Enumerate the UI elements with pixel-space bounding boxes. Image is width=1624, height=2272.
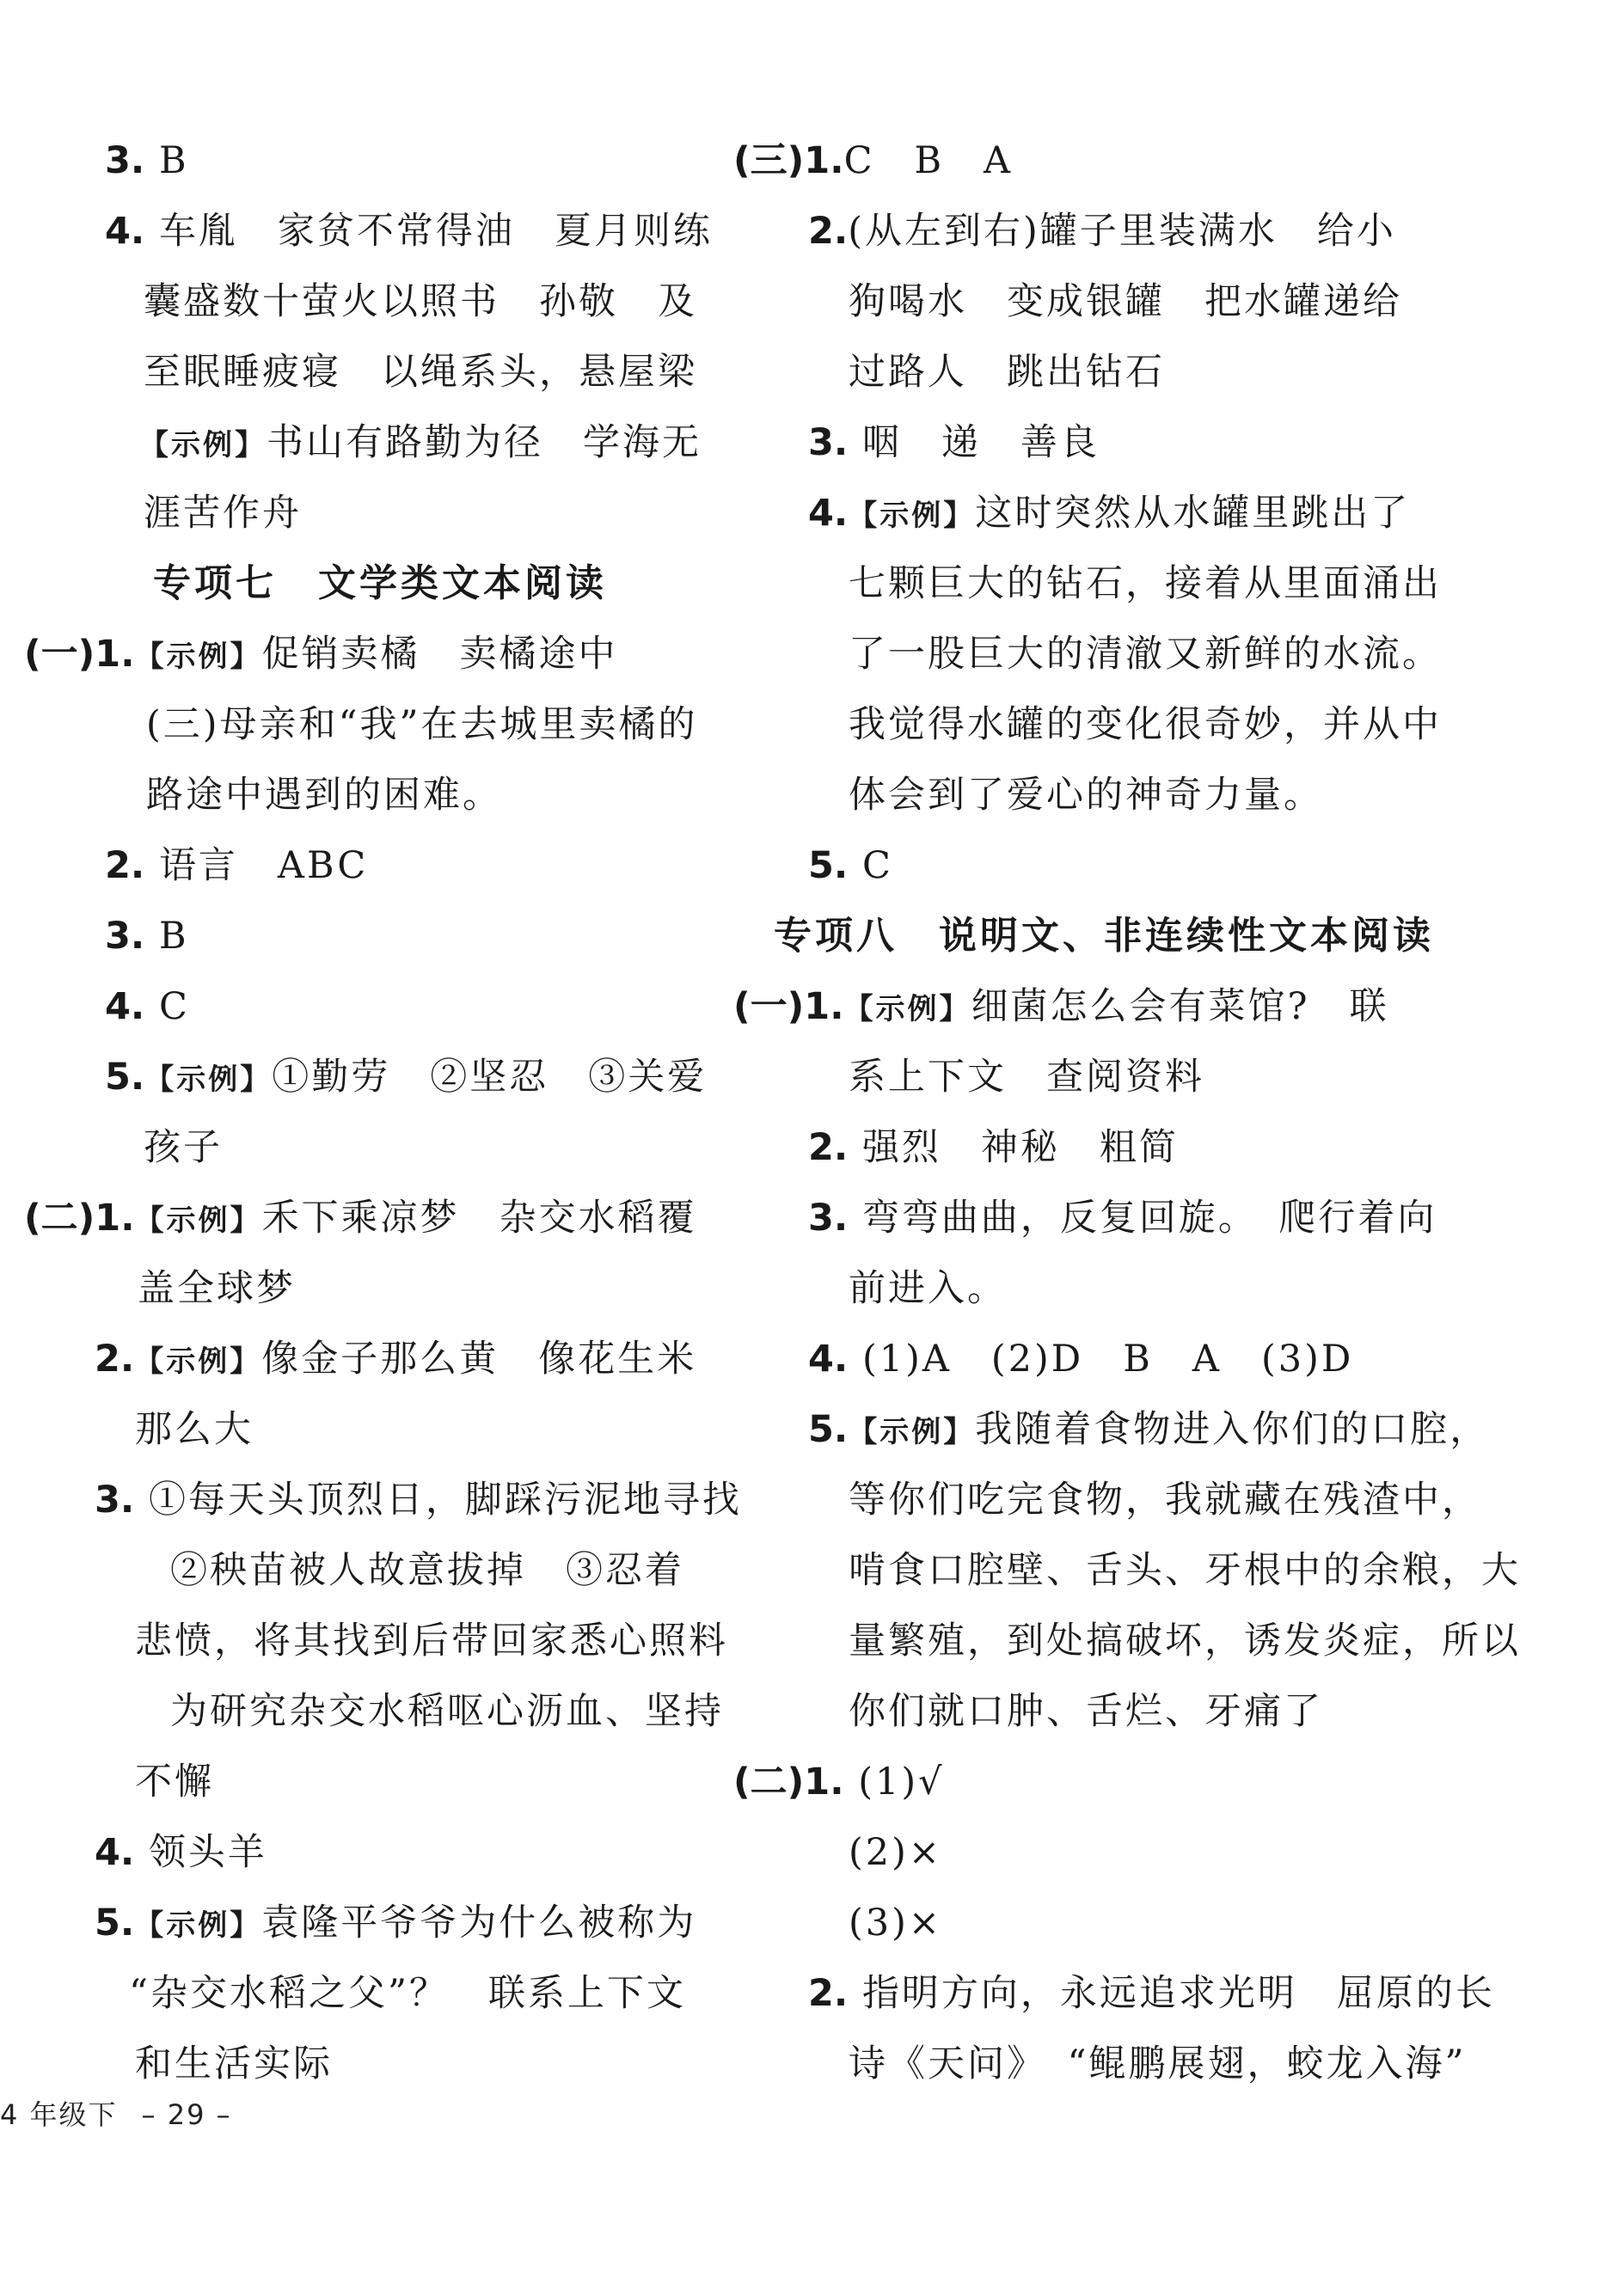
question-number: 3.	[105, 915, 145, 958]
answer-line: 狗喝水 变成银罐 把水罐递给	[849, 280, 1402, 323]
answer-line	[808, 1399, 1489, 1460]
answer-line: 至眠睡疲寝 以绳系头，悬屋梁	[144, 351, 697, 394]
answer-line: 你们就口肿、舌烂、牙痛了	[849, 1690, 1323, 1733]
question-number: 3.	[95, 1479, 135, 1522]
example-tag: 【示例】	[848, 1415, 976, 1449]
question-number: 3.	[808, 1197, 849, 1240]
example-tag: 【示例】	[848, 499, 976, 533]
section-heading: 专项七 文学类文本阅读	[153, 561, 607, 605]
answer-line: 孩子	[144, 1126, 223, 1169]
answer-line	[95, 1893, 696, 1953]
example-tag: 【示例】	[134, 1908, 262, 1943]
answer-line: 悲愤，将其找到后带回家悉心照料	[135, 1620, 728, 1663]
page-number: – 29 –	[141, 2098, 232, 2131]
question-number: (一)1.	[733, 985, 844, 1028]
answer-line: 和生活实际	[135, 2042, 333, 2085]
answer-text: 这时突然从水罐里跳出了	[975, 492, 1411, 535]
question-number: 2.	[808, 1972, 849, 2015]
question-number: 5.	[808, 1408, 849, 1451]
question-number: 4.	[105, 210, 145, 253]
question-number: 5.	[105, 1056, 145, 1099]
answer-line	[733, 1752, 945, 1812]
answer-line	[808, 1188, 1437, 1248]
answer-line	[808, 483, 1410, 543]
answer-line	[808, 1963, 1495, 2024]
answer-text: (1)√	[858, 1761, 945, 1804]
question-number: 4.	[105, 985, 145, 1028]
question-number: 3.	[808, 421, 849, 464]
answer-text: 咽 递 善良	[861, 421, 1100, 464]
answer-text: 书山有路勤为径 学海无	[267, 421, 702, 464]
question-number: 4.	[808, 492, 849, 535]
question-number: 4.	[95, 1831, 135, 1874]
page-footer	[0, 2097, 232, 2132]
question-number: 5.	[808, 844, 849, 887]
answer-line	[808, 1118, 1179, 1178]
answer-line	[105, 977, 190, 1037]
answer-line: 为研究杂交水稻呕心沥血、坚持	[170, 1690, 724, 1733]
answer-text: 禾下乘凉梦 杂交水稻覆	[261, 1197, 697, 1240]
answer-line	[808, 1329, 1353, 1389]
answer-line	[95, 1822, 267, 1883]
answer-line: “杂交水稻之父”？ 联系上下文	[129, 1972, 686, 2015]
right-column	[722, 0, 1624, 2272]
question-number: (二)1.	[24, 1197, 135, 1240]
answer-text: C	[861, 844, 893, 887]
section-heading: 专项八 说明文、非连续性文本阅读	[774, 914, 1434, 958]
answer-text: 我随着食物进入你们的口腔，	[975, 1408, 1490, 1451]
answer-line: 等你们吃完食物，我就藏在残渣中，	[849, 1479, 1481, 1522]
answer-line	[733, 977, 1389, 1037]
answer-line	[105, 1047, 707, 1107]
answer-line: 过路人 跳出钻石	[849, 351, 1165, 394]
answer-line	[105, 131, 189, 191]
answer-text: 强烈 神秘 粗简	[861, 1126, 1179, 1169]
answer-line	[105, 201, 713, 261]
answer-line	[139, 413, 702, 473]
answer-text: 袁隆平爷爷为什么被称为	[261, 1901, 697, 1944]
answer-text: 车胤 家贫不常得油 夏月则练	[158, 210, 713, 253]
example-tag: 【示例】	[843, 992, 971, 1026]
answer-line	[808, 413, 1100, 473]
answer-line: 体会到了爱心的神奇力量。	[849, 774, 1323, 817]
answer-text: 像金子那么黄 像花生米	[261, 1338, 697, 1381]
answer-line: 量繁殖，到处搞破坏，诱发炎症，所以	[849, 1620, 1521, 1663]
answer-line	[808, 836, 893, 896]
answer-line: 路途中遇到的困难。	[146, 774, 502, 817]
left-column	[0, 0, 742, 2272]
answer-line	[733, 131, 1013, 191]
answer-text: C B A	[843, 139, 1014, 182]
answer-line	[105, 836, 368, 896]
question-number: 2.	[808, 210, 849, 253]
question-number: 4.	[808, 1338, 849, 1381]
answer-text: B	[158, 915, 189, 958]
answer-line: 囊盛数十萤火以照书 孙敬 及	[144, 280, 697, 323]
example-tag: 【示例】	[139, 428, 267, 462]
grade-label: 4 年级下	[0, 2098, 118, 2131]
answer-line: 盖全球梦	[138, 1267, 296, 1310]
answer-text: ①每天头顶烈日，脚踩污泥地寻找	[148, 1479, 742, 1522]
question-number: (二)1.	[733, 1761, 844, 1804]
answer-text: B	[158, 139, 189, 182]
answer-line: 了一股巨大的清澈又新鲜的水流。	[849, 633, 1442, 676]
answer-text: 语言 ABC	[158, 844, 369, 887]
question-number: 5.	[95, 1901, 135, 1944]
answer-line	[95, 1470, 742, 1530]
answer-line: 涯苦作舟	[144, 492, 302, 535]
question-number: 3.	[105, 139, 145, 182]
answer-line: (3)×	[849, 1901, 942, 1944]
question-number: (三)1.	[733, 139, 844, 182]
answer-line: ②秧苗被人故意拔掉 ③忍着	[170, 1549, 684, 1592]
answer-line	[24, 1188, 697, 1248]
question-number: 2.	[808, 1126, 849, 1169]
answer-line: (2)×	[849, 1831, 942, 1874]
answer-text: 指明方向，永远追求光明 屈原的长	[861, 1972, 1495, 2015]
answer-line: 我觉得水罐的变化很奇妙，并从中	[849, 703, 1442, 746]
answer-line: 啃食口腔壁、舌头、牙根中的余粮，大	[849, 1549, 1521, 1592]
answer-line	[808, 201, 1396, 261]
answer-text: C	[158, 985, 190, 1028]
answer-text: (1)A (2)D B A (3)D	[861, 1338, 1354, 1381]
example-tag: 【示例】	[134, 640, 262, 674]
example-tag: 【示例】	[134, 1344, 262, 1379]
answer-text: 促销卖橘 卖橘途中	[261, 633, 618, 676]
answer-text: 领头羊	[148, 1831, 267, 1874]
answer-line	[105, 906, 189, 966]
answer-text: 弯弯曲曲，反复回旋。 爬行着向	[861, 1197, 1437, 1240]
answer-line: 前进入。	[849, 1267, 1007, 1310]
answer-line: 那么大	[135, 1408, 254, 1451]
question-number: 2.	[95, 1338, 135, 1381]
answer-line: 七颗巨大的钻石，接着从里面涌出	[849, 562, 1442, 605]
answer-line: 不懈	[135, 1761, 214, 1804]
answer-line: 系上下文 查阅资料	[849, 1056, 1204, 1099]
answer-line	[24, 624, 618, 684]
answer-line: (三)母亲和“我”在去城里卖橘的	[146, 703, 698, 746]
answer-text: ①勤劳 ②坚忍 ③关爱	[272, 1056, 708, 1099]
example-tag: 【示例】	[144, 1063, 273, 1097]
question-number: (一)1.	[24, 633, 135, 676]
answer-text: 细菌怎么会有菜馆? 联	[971, 985, 1389, 1028]
answer-text: (从左到右)罐子里装满水 给小	[848, 210, 1396, 253]
answer-line: 诗《天问》 “鲲鹏展翅，蛟龙入海”	[849, 2042, 1467, 2085]
question-number: 2.	[105, 844, 145, 887]
answer-line	[95, 1329, 696, 1389]
example-tag: 【示例】	[134, 1203, 262, 1238]
